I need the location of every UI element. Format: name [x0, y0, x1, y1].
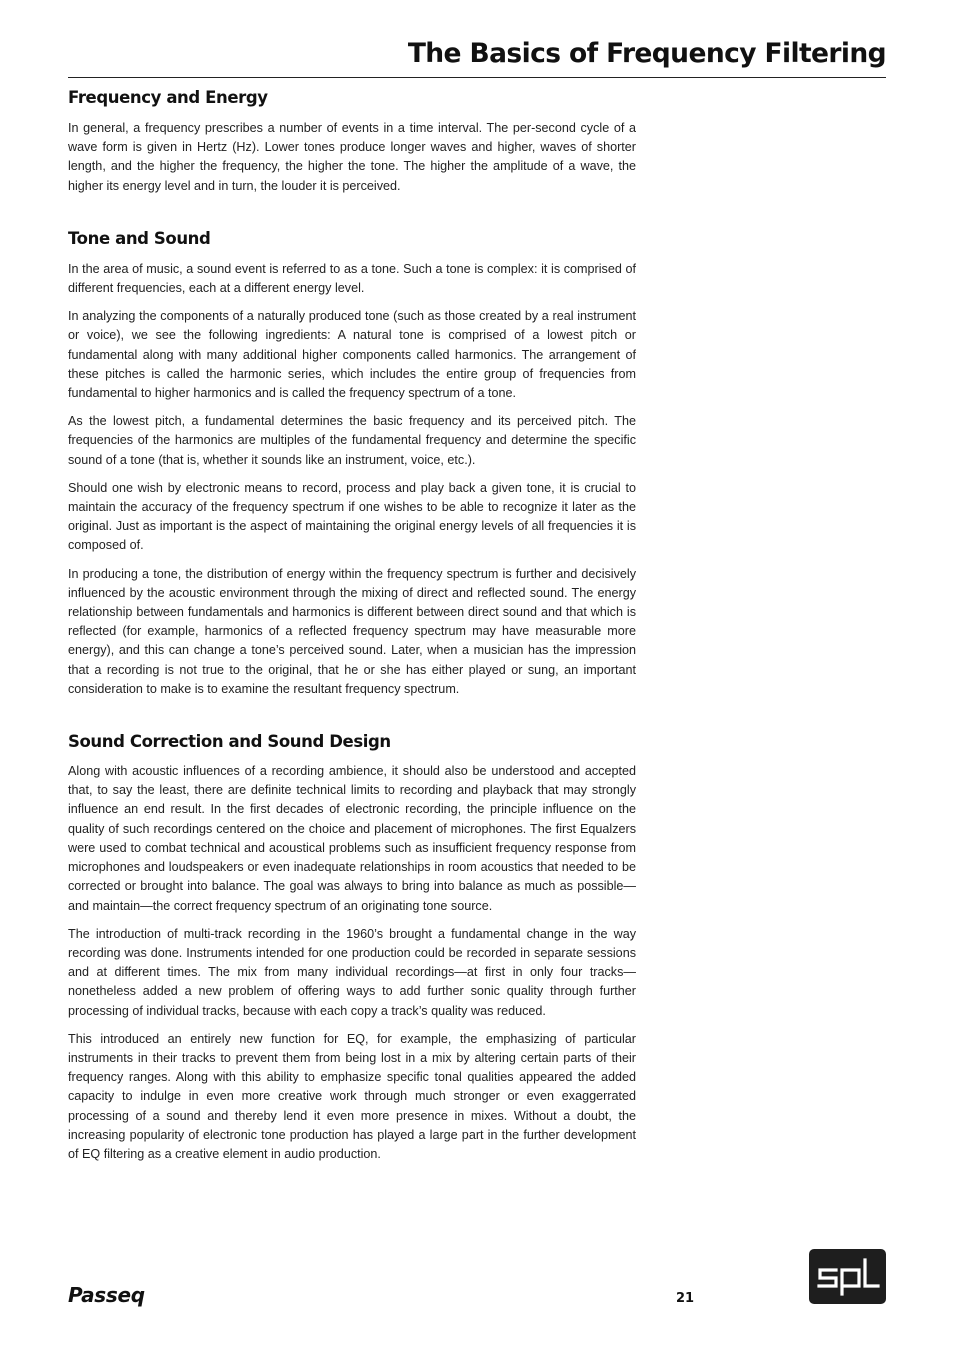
page-number: 21: [676, 1291, 695, 1306]
paragraph: In general, a frequency prescribes a number of events in a time interval. The per-second cycle of a wave form is given in Hertz (Hz). Lower tones produce longer waves and higher, waves of shorter length, and the higher the frequency, the higher the tone. The higher the amplitude of a wave, the higher its energy level and in turn, the louder it is perceived.: [68, 121, 636, 193]
section-tone-and-sound: [68, 227, 636, 699]
paragraph: In the area of music, a sound event is referred to as a tone. Such a tone is complex: it is comprised of different frequencies, each at a different energy level.: [68, 261, 636, 296]
paragraph: Should one wish by electronic means to record, process and play back a given tone, it is crucial to maintain the accuracy of the frequency spectrum if one wishes to be able to recognize it later as the original. Just as important is the aspect of maintaining the original energy levels of all frequencies it is composed of.: [68, 480, 636, 553]
paragraph: In producing a tone, the distribution of energy within the frequency spectrum is further and decisively influenced by the acoustic environment through the mixing of direct and reflected sound. The energy relationship between fundamentals and harmonics is different between direct sound and that which is reflected (for example, harmonics of a reflected frequency spectrum may have measurable more energy), and this can change a tone’s perceived sound. Later, when a musician has the impression that a recording is not true to the original, that he or she has either played or sung, an important consideration to make is to examine the resultant frequency spectrum.: [68, 566, 636, 696]
section-frequency-and-energy: [68, 86, 636, 196]
paragraph: This introduced an entirely new function for EQ, for example, the emphasizing of particular instruments in their tracks to prevent them from being lost in a mix by altering certain parts of their frequency ranges. Along with this ability to emphasize specific tonal qualities appeared the added capacity to indulge in even more creative work through much stronger or even exaggerrated processing of a sound and thereby lend it even more presence in mixes. Without a doubt, the increasing popularity of electronic tone production has played a large part in the further development of EQ filtering as a creative element in audio production.: [68, 1031, 636, 1161]
section-heading: Frequency and Energy: [68, 88, 268, 107]
paragraph: The introduction of multi-track recording in the 1960’s brought a fundamental change in the way recording was done. Instruments intended for one production could be recorded in separate sessions and at different times. The mix from many individual recordings—at first in only four tracks—nonetheless added a new problem of offering ways to add further sonic quality through further processing of individual tracks, because with each copy a track’s quality was reduced.: [68, 926, 636, 1018]
spl-logo-graphic: [809, 1249, 886, 1304]
paragraph: Along with acoustic influences of a recording ambience, it should also be understood and accepted that, to say the least, there are definite technical limits to recording and playback that may strongly influence an end result. In the first decades of electronic recording, the principle influence on the quality of such recordings centered on the choice and placement of microphones. The first Equalzers were used to combat technical and acoustical problems such as insufficient frequency response from microphones and loudspeakers or even inadequate relationships in room acoustics that needed to be corrected or brought into balance. The goal was always to bring into balance as much as possible—and maintain—the correct frequency spectrum of an originating tone source.: [68, 764, 636, 913]
document-body: [68, 86, 636, 1164]
section-heading: Sound Correction and Sound Design: [68, 732, 391, 752]
header-divider: [68, 77, 886, 78]
page-title: The Basics of Frequency Filtering: [407, 38, 886, 69]
footer-product-name: Passeq: [68, 1283, 145, 1307]
section-sound-correction-and-sound-design: [68, 730, 636, 1164]
spl-logo-icon: [809, 1249, 886, 1304]
paragraph: As the lowest pitch, a fundamental determines the basic frequency and its perceived pitch. The frequencies of the harmonics are multiples of the fundamental frequency and determine the specific sound of a tone (that is, whether it sounds like an instrument, voice, etc.).: [68, 414, 636, 467]
paragraph: In analyzing the components of a naturally produced tone (such as those created by a real instrument or voice), we see the following ingredients: A natural tone is comprised of a lowest pitch or fundamental along with many additional higher components called harmonics. The arrangement of these pitches is called the harmonic series, which includes the entire group of frequencies from fundamental to higher harmonics and is called the frequency spectrum of a tone.: [68, 309, 636, 401]
section-heading: Tone and Sound: [68, 228, 211, 248]
